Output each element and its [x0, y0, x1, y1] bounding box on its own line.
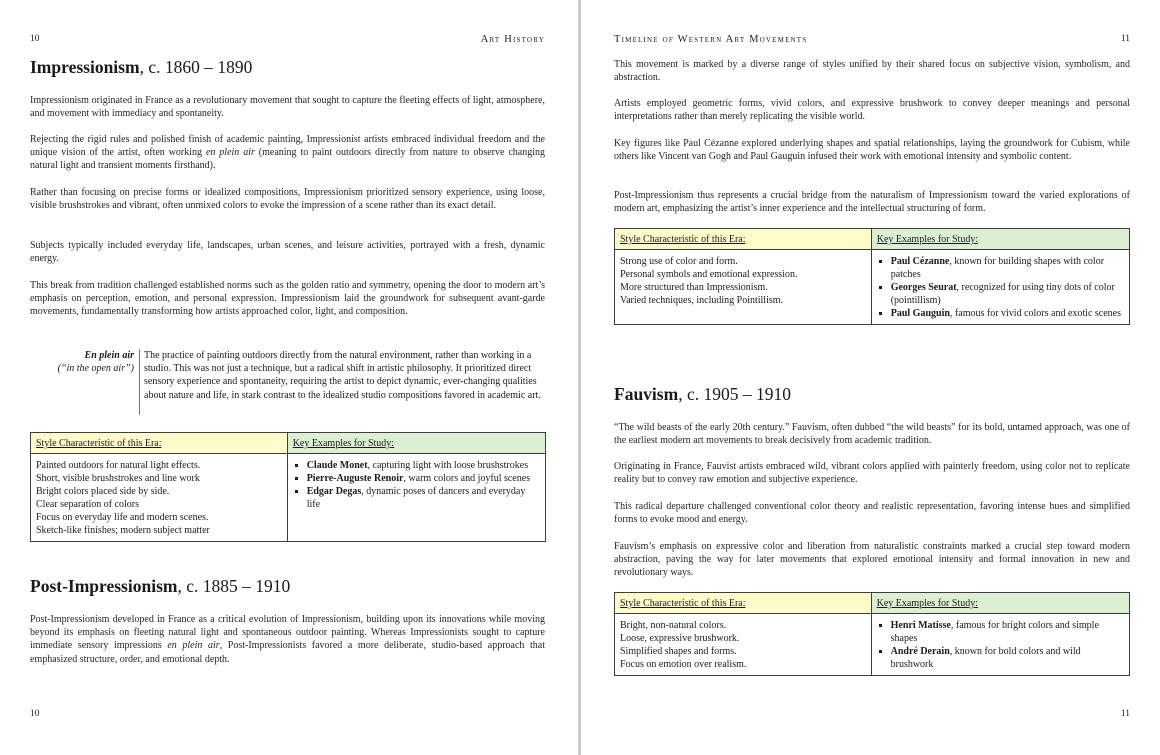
- example-desc: , recognized for using tiny dots of color (pointillism): [890, 282, 1115, 306]
- example-desc: , famous for bright colors and simple shapes: [890, 620, 1099, 644]
- example-item: [307, 485, 540, 511]
- table-header-examples: Key Examples for Study:: [871, 593, 1129, 614]
- example-item: [891, 619, 1124, 645]
- right-header-page-number: 11: [1120, 34, 1130, 44]
- sidenote-term-block: [30, 349, 134, 375]
- left-page: [0, 0, 578, 755]
- table-header-examples: Key Examples for Study:: [871, 229, 1129, 250]
- fauvism-dates: , c. 1905 – 1910: [678, 384, 791, 404]
- post-impressionism-para-3: Artists employed geometric forms, vivid colors, and expressive brushwork to convey deeper meanings and personal interpretations rather than merely replicating the visible world.: [614, 98, 1130, 123]
- post-impressionism-para-2: This movement is marked by a diverse range of styles unified by their shared focus on subjective vision, symbolism, and abstraction.: [614, 59, 1130, 84]
- left-header-title: Art History: [480, 34, 545, 45]
- post-impressionism-para-1-text: Post-Impressionism developed in France as a critical evolution of Impressionism, building upon its innovations while moving beyond its emphasis on fleeting natural light and spontaneous outdoor painting. Whereas Impressionists sought to capture immediate sensory impressions: [30, 614, 545, 652]
- table-header-style: Style Characteristic of this Era:: [615, 593, 872, 614]
- characteristics-cell: [615, 250, 872, 325]
- characteristic-item: More structured than Impressionism.: [620, 282, 768, 293]
- fauvism-para-3: This radical departure challenged conventional color theory and realistic representation, favoring intense hues and simplified forms to evoke mood and energy.: [614, 501, 1130, 526]
- post-impressionism-para-1-tail: , Post-Impressionists favored a more deliberate, studio-based approach that emphasized structure, order, and emotional depth.: [30, 640, 546, 665]
- characteristic-item: Varied techniques, including Pointillism.: [620, 295, 784, 306]
- post-impressionism-para-1-italic: en plein air: [167, 640, 220, 652]
- impressionism-title: Impressionism: [30, 57, 140, 77]
- example-item: [891, 255, 1124, 281]
- examples-list: [293, 459, 540, 511]
- characteristic-item: Bright, non-natural colors.: [620, 620, 727, 631]
- characteristic-item: Simplified shapes and forms.: [620, 646, 737, 657]
- post-impressionism-para-5: Post-Impressionism thus represents a crucial bridge from the naturalism of Impressionism toward the varied explorations of modern art, emphasizing the artist’s inner experience and the intellectual structuring of form.: [614, 190, 1130, 215]
- examples-cell: [871, 250, 1129, 325]
- example-item: [891, 281, 1124, 307]
- example-artist: Edgar Degas: [306, 486, 362, 497]
- right-footer-page-number: 11: [1120, 709, 1130, 719]
- characteristic-item: Personal symbols and emotional expression.: [620, 269, 798, 280]
- characteristic-item: Clear separation of colors: [36, 499, 140, 510]
- fauvism-heading: [614, 383, 1130, 405]
- characteristic-item: Short, visible brushstrokes and line work: [36, 473, 200, 484]
- characteristic-item: Sketch-like finishes; modern subject matter: [36, 525, 210, 536]
- right-running-header: [614, 34, 1130, 48]
- sidenote-term: En plein air: [84, 350, 134, 361]
- impressionism-heading: [30, 56, 545, 78]
- en-plein-air-sidenote: [30, 349, 545, 417]
- impressionism-para-2-text: Rejecting the rigid rules and polished finish of academic painting, Impressionist artists embraced individual freedom and the unique vision of the artist, often working: [30, 134, 545, 159]
- characteristics-cell: [615, 614, 872, 676]
- example-desc: , capturing light with loose brushstrokes: [367, 460, 529, 471]
- example-artist: Henri Matisse: [890, 620, 951, 631]
- sidenote-divider: [139, 349, 140, 415]
- example-desc: , dynamic poses of dancers and everyday life: [306, 486, 526, 510]
- example-artist: Paul Gauguin: [890, 308, 950, 319]
- example-item: [307, 459, 540, 472]
- characteristic-item: Loose, expressive brushwork.: [620, 633, 740, 644]
- characteristic-item: Strong use of color and form.: [620, 256, 738, 267]
- characteristic-item: Focus on everyday life and modern scenes.: [36, 512, 209, 523]
- characteristic-item: Painted outdoors for natural light effects.: [36, 460, 201, 471]
- example-artist: Pierre-Auguste Renoir: [306, 473, 404, 484]
- sidenote-translation: (“in the open air”): [57, 363, 134, 375]
- examples-list: [877, 255, 1124, 320]
- left-running-header: [30, 34, 545, 48]
- impressionism-para-3: Rather than focusing on precise forms or idealized compositions, Impressionism prioritized sensory experience, using loose, visible brushstrokes and vibrant, often unmixed colors to evoke the impression of a scene rather than its exact detail.: [30, 187, 545, 212]
- example-artist: Claude Monet: [306, 460, 368, 471]
- examples-cell: [287, 454, 545, 542]
- example-item: [891, 645, 1124, 671]
- post-impressionism-heading: [30, 575, 545, 597]
- examples-list: [877, 619, 1124, 671]
- right-page: [581, 0, 1160, 755]
- fauvism-table: [614, 592, 1130, 676]
- example-desc: , known for bold colors and wild brushwork: [890, 646, 1081, 670]
- impressionism-para-2: [30, 133, 545, 173]
- impressionism-para-1: Impressionism originated in France as a revolutionary movement that sought to capture the fleeting effects of light, atmosphere, and movement with immediacy and spontaneity.: [30, 95, 545, 120]
- sidenote-definition: The practice of painting outdoors directly from the natural environment, rather than working in a studio. This was not just a technique, but a radical shift in artistic philosophy. It prioritized direct sensory experience and spontaneity, requiring the artist to depict dynamic, ever-changing qualities about nature and life, in stark contrast to the idealized studio compositions favored in academic art.: [144, 350, 541, 401]
- post-impressionism-title: Post-Impressionism: [30, 576, 178, 596]
- fauvism-para-4: Fauvism’s emphasis on expressive color and liberation from naturalistic constraints marked a crucial step toward modern abstraction, paving the way for later movements that explored emotional intensity and formal innovation in new and revolutionary ways.: [614, 541, 1130, 579]
- post-impressionism-dates: , c. 1885 – 1910: [177, 576, 291, 596]
- impressionism-para-4: Subjects typically included everyday life, landscapes, urban scenes, and leisure activities, portrayed with a fresh, dynamic energy.: [30, 240, 545, 265]
- example-desc: , known for building shapes with color patches: [890, 256, 1105, 280]
- impressionism-table: [30, 432, 546, 542]
- post-impressionism-para-4: Key figures like Paul Cézanne explored underlying shapes and spatial relationships, laying the groundwork for Cubism, while others like Vincent van Gogh and Paul Gauguin infused their work with emotional intensity and symbolic content.: [614, 138, 1130, 163]
- example-artist: Paul Cézanne: [890, 256, 950, 267]
- characteristic-item: Bright colors placed side by side.: [36, 486, 170, 497]
- post-impressionism-table: [614, 228, 1130, 325]
- example-artist: André Derain: [890, 646, 950, 657]
- post-impressionism-para-1: [30, 613, 545, 666]
- characteristics-cell: [31, 454, 288, 542]
- right-header-title: Timeline of Western Art Movements: [614, 34, 808, 45]
- impressionism-para-5: This break from tradition challenged established norms such as the golden ratio and symmetry, opening the door to modern art’s emphasis on perception, emotion, and personal expression. Impressionism laid the groundwork for subsequent avant-garde movements, fundamentally transforming how artists approached color, light, and composition.: [30, 280, 545, 318]
- example-desc: , famous for vivid colors and exotic scenes: [949, 308, 1121, 319]
- left-header-page-number: 10: [30, 34, 40, 44]
- table-header-style: Style Characteristic of this Era:: [615, 229, 872, 250]
- table-header-style: Style Characteristic of this Era:: [31, 433, 288, 454]
- example-desc: , warm colors and joyful scenes: [403, 473, 531, 484]
- fauvism-para-2: Originating in France, Fauvist artists embraced wild, vibrant colors applied with painterly freedom, using color not to replicate reality but to convey raw emotion and subjective experience.: [614, 461, 1130, 486]
- fauvism-title: Fauvism: [614, 384, 679, 404]
- impressionism-dates: , c. 1860 – 1890: [139, 57, 253, 77]
- impressionism-para-2-tail: (meaning to paint outdoors directly from nature to observe changing natural light and transient moments firsthand).: [30, 147, 545, 172]
- left-footer-page-number: 10: [30, 709, 40, 719]
- examples-cell: [871, 614, 1129, 676]
- characteristic-item: Focus on emotion over realism.: [620, 659, 747, 670]
- impressionism-para-2-italic: en plein air: [205, 147, 255, 159]
- example-artist: Georges Seurat: [890, 282, 957, 293]
- example-item: [891, 307, 1124, 320]
- table-header-examples: Key Examples for Study:: [287, 433, 545, 454]
- fauvism-para-1: “The wild beasts of the early 20th century.” Fauvism, often dubbed “the wild beasts” for its bold, untamed approach, was one of the earliest modern art movements to break decisively from academic tradition.: [614, 422, 1130, 447]
- example-item: [307, 472, 540, 485]
